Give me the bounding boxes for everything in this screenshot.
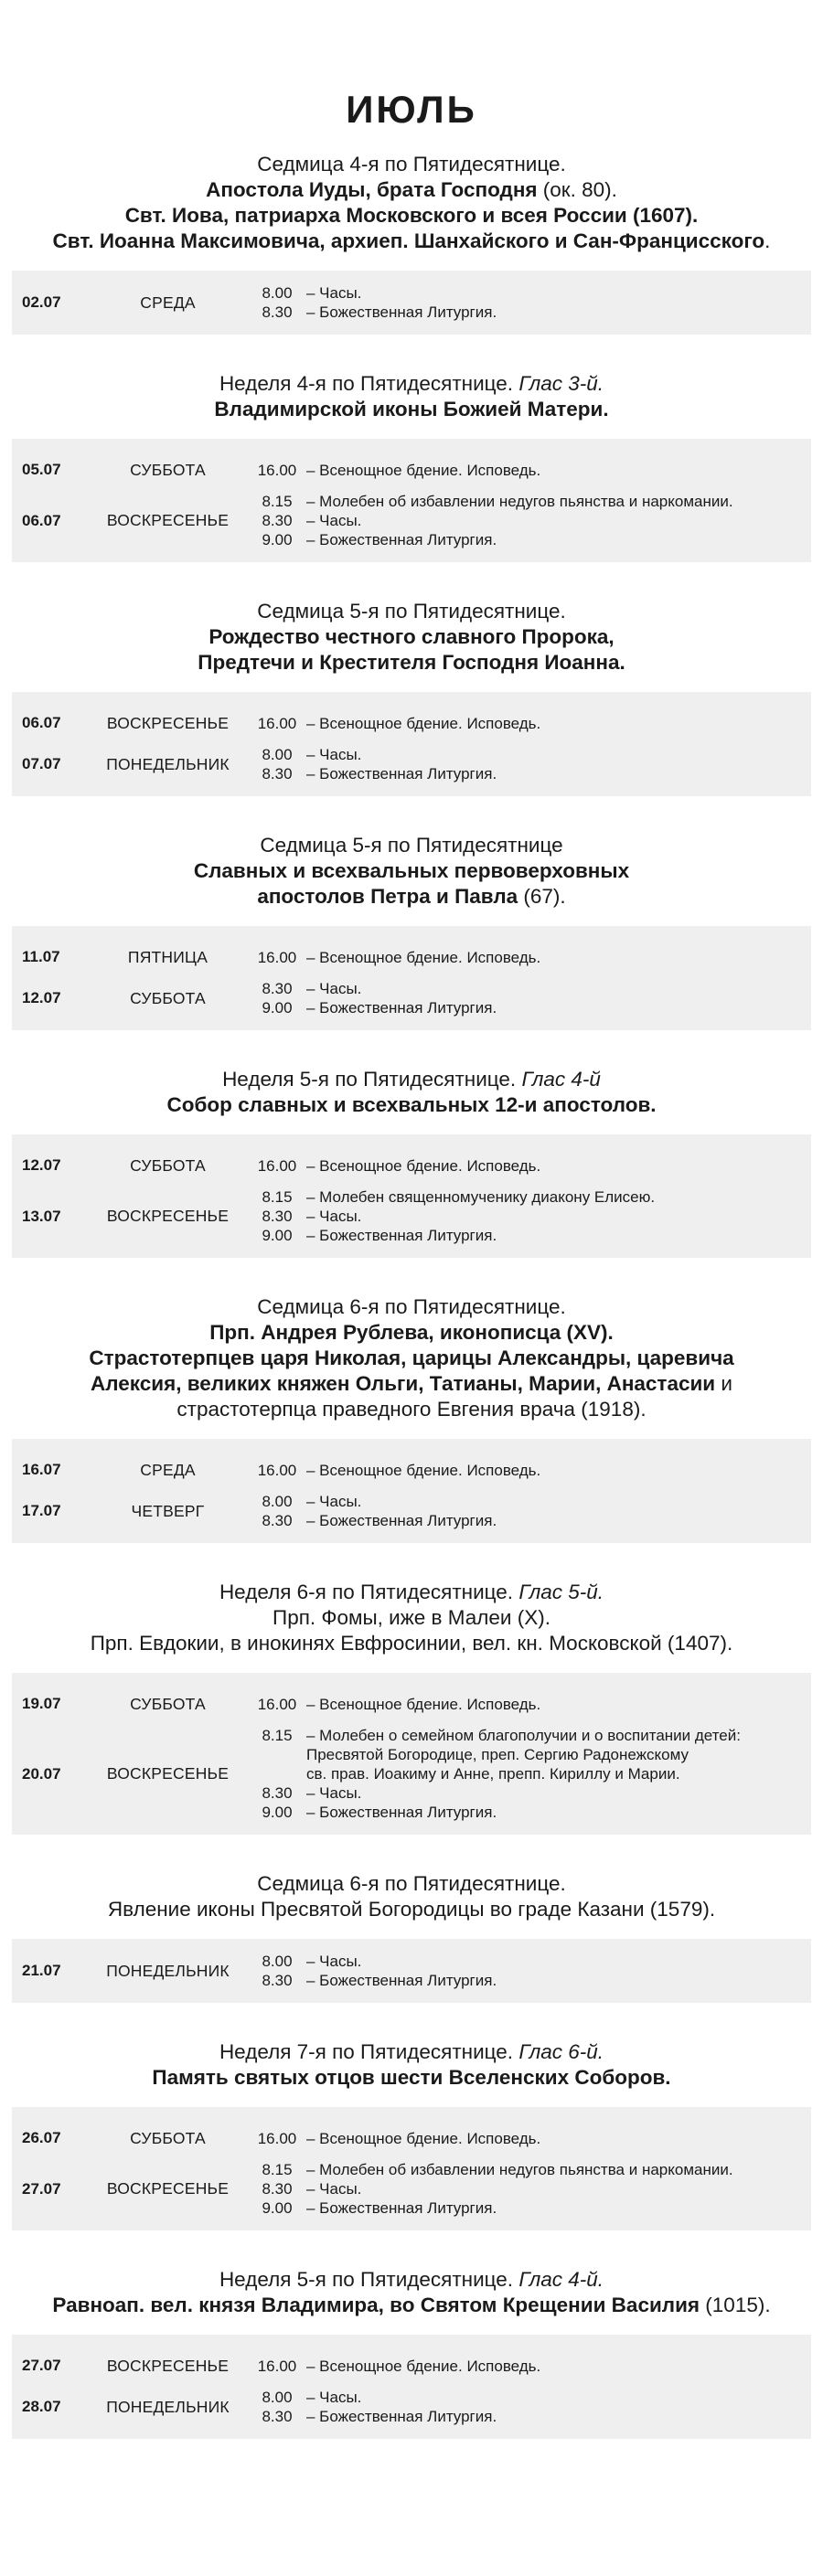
service-time: 8.30 <box>262 512 293 529</box>
service-item <box>251 2179 811 2198</box>
weekday-cell: ВОСКРЕСЕНЬЕ <box>106 713 230 732</box>
date-cell: 11.07 <box>22 948 60 965</box>
weekday-cell: СУББОТА <box>130 460 206 479</box>
date-cell: 12.07 <box>22 989 61 1006</box>
heading-line <box>16 1397 807 1422</box>
service-time: 16.00 <box>257 1461 297 1479</box>
service-item <box>251 714 811 733</box>
service-desc: – Всенощное бдение. Исповедь. <box>306 1156 541 1175</box>
heading-line <box>16 1294 807 1320</box>
day-row <box>12 2388 811 2426</box>
services-list <box>239 1492 811 1530</box>
feast-name: Апостола Иуды, брата Господня <box>206 178 538 201</box>
services-list <box>239 1187 811 1245</box>
service-time: 16.00 <box>257 714 297 732</box>
day-row <box>12 2347 811 2384</box>
service-item <box>251 1207 811 1226</box>
heading-text: Седмица 6-я по Пятидесятнице. <box>257 1872 566 1895</box>
tone-label: Глас 5-й. <box>518 1581 604 1603</box>
services-list <box>239 948 811 967</box>
day-row <box>12 452 811 488</box>
heading-line <box>16 152 807 177</box>
service-time: 16.00 <box>257 2129 297 2147</box>
service-desc: – Часы. <box>306 2180 362 2198</box>
heading-line <box>16 177 807 203</box>
services-list <box>239 1461 811 1480</box>
service-desc: – Молебен о семейном благополучии и о воспитании детей: Пресвятой Богородице, преп. Сергию Радонежскому св. прав. Иоакиму и Анне, препп. Кириллу и Марии. <box>306 1727 741 1783</box>
heading-text: Неделя 6-я по Пятидесятнице. <box>219 1581 519 1603</box>
weekday-cell: ЧЕТВЕРГ <box>131 1501 205 1520</box>
service-desc: – Божественная Литургия. <box>306 1227 497 1244</box>
service-time: 8.15 <box>262 2161 293 2178</box>
services-list <box>239 1156 811 1176</box>
services-list <box>239 2388 811 2426</box>
feast-name: Собор славных и всехвальных 12-и апостолов. <box>166 1093 657 1116</box>
service-time: 16.00 <box>257 2357 297 2375</box>
date-cell: 02.07 <box>22 293 61 311</box>
service-desc: – Всенощное бдение. Исповедь. <box>306 948 541 966</box>
services-table <box>12 1939 811 2003</box>
heading-line <box>16 229 807 254</box>
weekday-cell: ВОСКРЕСЕНЬЕ <box>106 1207 230 1225</box>
service-item <box>251 2198 811 2218</box>
heading-line <box>16 599 807 624</box>
heading-line <box>16 858 807 884</box>
heading-line <box>16 833 807 858</box>
weekday-cell: СУББОТА <box>130 1155 206 1175</box>
date-cell: 13.07 <box>22 1207 61 1225</box>
tone-label: Глас 6-й. <box>518 2040 604 2063</box>
service-desc: – Часы. <box>306 1953 362 1970</box>
feast-name: Равноап. вел. князя Владимира, во Святом Крещении Василия <box>52 2294 700 2316</box>
week-section <box>0 599 823 796</box>
day-row <box>12 283 811 322</box>
service-desc: – Всенощное бдение. Исповедь. <box>306 2129 541 2147</box>
date-cell: 12.07 <box>22 1156 61 1174</box>
feast-name: Свт. Иова, патриарха Московского и всея России (1607). <box>124 204 699 227</box>
service-item <box>251 461 811 480</box>
week-section <box>0 2267 823 2439</box>
day-row <box>12 1686 811 1722</box>
service-time: 9.00 <box>262 2199 293 2217</box>
service-time: 8.00 <box>262 2389 293 2406</box>
service-time: 16.00 <box>257 948 297 966</box>
service-desc: – Всенощное бдение. Исповедь. <box>306 461 541 479</box>
feast-name: Предтечи и Крестителя Господня Иоанна. <box>198 651 625 674</box>
service-time: 8.00 <box>262 1493 293 1510</box>
service-item <box>251 511 811 530</box>
services-list <box>239 2357 811 2376</box>
heading-text: Седмица 4-я по Пятидесятнице. <box>257 153 566 176</box>
weekday-cell: СУББОТА <box>130 2128 206 2147</box>
service-item <box>251 764 811 783</box>
service-time: 8.15 <box>262 493 293 510</box>
service-item <box>251 1695 811 1714</box>
day-row <box>12 745 811 783</box>
heading-line <box>16 1605 807 1631</box>
date-cell: 06.07 <box>22 511 61 529</box>
service-desc: – Всенощное бдение. Исповедь. <box>306 1695 541 1713</box>
feast-name: Свт. Иоанна Максимовича, архиеп. Шанхайского и Сан-Францисского <box>52 229 765 252</box>
heading-line <box>16 1871 807 1897</box>
services-table <box>12 926 811 1030</box>
service-desc: – Часы. <box>306 980 362 997</box>
service-desc: – Божественная Литургия. <box>306 1972 497 1989</box>
service-desc: – Всенощное бдение. Исповедь. <box>306 714 541 732</box>
feast-name: Рождество честного славного Пророка, <box>208 625 615 648</box>
service-item <box>251 2407 811 2426</box>
date-cell: 26.07 <box>22 2129 61 2146</box>
week-section <box>0 833 823 1030</box>
service-desc: – Часы. <box>306 1208 362 1225</box>
section-heading <box>0 152 823 254</box>
heading-text: (67). <box>518 885 566 908</box>
feast-name: Прп. Андрея Рублева, иконописца (XV). <box>209 1321 614 1344</box>
service-item <box>251 283 811 303</box>
heading-line <box>16 624 807 650</box>
service-desc: – Божественная Литургия. <box>306 531 497 548</box>
date-cell: 07.07 <box>22 755 61 772</box>
day-row <box>12 2120 811 2156</box>
date-cell: 19.07 <box>22 1695 61 1712</box>
heading-text: Седмица 5-я по Пятидесятнице. <box>257 600 566 623</box>
service-time: 8.30 <box>262 2408 293 2425</box>
heading-text: Неделя 5-я по Пятидесятнице. <box>222 1068 522 1091</box>
heading-line <box>16 397 807 422</box>
day-row <box>12 1952 811 1990</box>
service-item <box>251 1511 811 1530</box>
section-heading <box>0 833 823 910</box>
services-list <box>239 283 811 322</box>
service-desc: – Часы. <box>306 746 362 763</box>
heading-line <box>16 1346 807 1371</box>
service-time: 8.00 <box>262 284 293 302</box>
services-list <box>239 1726 811 1822</box>
service-item <box>251 2129 811 2148</box>
day-row <box>12 939 811 975</box>
feast-name: Алексия, великих княжен Ольги, Татианы, Марии, Анастасии <box>91 1372 716 1395</box>
day-row <box>12 492 811 549</box>
weekday-cell: СРЕДА <box>140 1460 196 1479</box>
service-time: 9.00 <box>262 1804 293 1821</box>
services-table <box>12 2107 811 2230</box>
heading-text: Явление иконы Пресвятой Богородицы во граде Казани (1579). <box>107 1898 716 1921</box>
week-section <box>0 371 823 562</box>
services-table <box>12 1673 811 1835</box>
services-list <box>239 745 811 783</box>
service-desc: – Молебен об избавлении недугов пьянства и наркомании. <box>306 2161 733 2178</box>
services-table <box>12 692 811 796</box>
service-desc: – Всенощное бдение. Исповедь. <box>306 2357 541 2375</box>
service-item <box>251 745 811 764</box>
heading-line <box>16 884 807 910</box>
heading-line <box>16 650 807 676</box>
date-cell: 28.07 <box>22 2398 61 2415</box>
week-section <box>0 152 823 335</box>
day-row <box>12 1726 811 1822</box>
weekday-cell: ВОСКРЕСЕНЬЕ <box>106 2356 230 2375</box>
section-heading <box>0 2039 823 2091</box>
heading-text: Прп. Евдокии, в инокинях Евфросинии, вел. кн. Московской (1407). <box>90 1632 733 1655</box>
day-row <box>12 979 811 1017</box>
day-row <box>12 705 811 741</box>
tone-label: Глас 4-й. <box>518 2268 604 2291</box>
heading-line <box>16 2293 807 2318</box>
service-item <box>251 1783 811 1803</box>
service-time: 8.30 <box>262 2180 293 2198</box>
heading-text: . <box>764 229 771 252</box>
services-list <box>239 1952 811 1990</box>
heading-text: (ок. 80). <box>537 178 617 201</box>
weekday-cell: ПЯТНИЦА <box>127 947 208 966</box>
service-time: 9.00 <box>262 1227 293 1244</box>
heading-text: и <box>715 1372 732 1395</box>
service-time: 9.00 <box>262 531 293 548</box>
services-list <box>239 2160 811 2218</box>
service-desc: – Часы. <box>306 1493 362 1510</box>
heading-line <box>16 1580 807 1605</box>
heading-line <box>16 203 807 229</box>
feast-name: Страстотерпцев царя Николая, царицы Александры, царевича <box>89 1347 734 1369</box>
heading-line <box>16 2267 807 2293</box>
service-desc: – Божественная Литургия. <box>306 2199 497 2217</box>
weekday-cell: ВОСКРЕСЕНЬЕ <box>106 2179 230 2198</box>
services-table <box>12 439 811 562</box>
heading-line <box>16 1067 807 1092</box>
section-heading <box>0 1294 823 1422</box>
week-section <box>0 1871 823 2003</box>
heading-line <box>16 371 807 397</box>
service-item <box>251 530 811 549</box>
services-list <box>239 461 811 480</box>
service-time: 8.30 <box>262 1512 293 1529</box>
section-heading <box>0 1067 823 1118</box>
heading-line <box>16 1092 807 1118</box>
service-item <box>251 1726 811 1783</box>
service-item <box>251 2160 811 2179</box>
service-desc: – Божественная Литургия. <box>306 999 497 1017</box>
service-item <box>251 1187 811 1207</box>
service-desc: – Часы. <box>306 512 362 529</box>
service-item <box>251 492 811 511</box>
weekday-cell: ПОНЕДЕЛЬНИК <box>106 754 230 773</box>
service-desc: – Часы. <box>306 1784 362 1802</box>
date-cell: 05.07 <box>22 461 61 478</box>
section-heading <box>0 1580 823 1656</box>
services-table <box>12 1439 811 1543</box>
feast-name: апостолов Петра и Павла <box>257 885 518 908</box>
service-desc: – Молебен об избавлении недугов пьянства и наркомании. <box>306 493 733 510</box>
service-item <box>251 1492 811 1511</box>
service-item <box>251 2357 811 2376</box>
service-time: 8.30 <box>262 765 293 782</box>
day-row <box>12 1187 811 1245</box>
services-table <box>12 271 811 335</box>
service-item <box>251 948 811 967</box>
section-heading <box>0 371 823 422</box>
services-list <box>239 2129 811 2148</box>
day-row <box>12 1452 811 1488</box>
date-cell: 20.07 <box>22 1764 61 1783</box>
heading-line <box>16 1631 807 1656</box>
service-desc: – Часы. <box>306 284 362 302</box>
day-row <box>12 1492 811 1530</box>
sections-container <box>0 152 823 2439</box>
service-time: 16.00 <box>257 1156 297 1175</box>
tone-label: Глас 3-й. <box>518 372 604 395</box>
service-item <box>251 979 811 998</box>
services-list <box>239 492 811 549</box>
heading-text: (1015). <box>700 2294 771 2316</box>
service-time: 8.30 <box>262 1208 293 1225</box>
service-desc: – Молебен священномученику диакону Елисею. <box>306 1188 656 1206</box>
service-time: 8.15 <box>262 1727 293 1744</box>
service-desc: – Божественная Литургия. <box>306 1512 497 1529</box>
week-section <box>0 2039 823 2230</box>
heading-line <box>16 2039 807 2065</box>
heading-line <box>16 1371 807 1397</box>
week-section <box>0 1580 823 1835</box>
page-title: ИЮЛЬ <box>346 88 477 131</box>
date-cell: 06.07 <box>22 714 61 731</box>
service-item <box>251 1803 811 1822</box>
service-desc: – Всенощное бдение. Исповедь. <box>306 1461 541 1479</box>
section-heading <box>0 599 823 676</box>
service-item <box>251 303 811 322</box>
feast-name: Память святых отцов шести Вселенских Соборов. <box>152 2066 671 2089</box>
service-desc: – Часы. <box>306 2389 362 2406</box>
service-desc: – Божественная Литургия. <box>306 765 497 782</box>
service-item <box>251 1461 811 1480</box>
service-desc: – Божественная Литургия. <box>306 2408 497 2425</box>
service-item <box>251 1226 811 1245</box>
service-item <box>251 2388 811 2407</box>
services-table <box>12 2335 811 2439</box>
service-time: 8.30 <box>262 1972 293 1989</box>
service-time: 8.30 <box>262 1784 293 1802</box>
services-list <box>239 1695 811 1714</box>
services-list <box>239 979 811 1017</box>
heading-text: Неделя 7-я по Пятидесятнице. <box>219 2040 519 2063</box>
weekday-cell: СУББОТА <box>130 1694 206 1713</box>
feast-name: Владимирской иконы Божией Матери. <box>214 398 609 420</box>
week-section <box>0 1294 823 1543</box>
service-item <box>251 1971 811 1990</box>
service-desc: – Божественная Литургия. <box>306 1804 497 1821</box>
heading-text: Неделя 4-я по Пятидесятнице. <box>219 372 519 395</box>
service-item <box>251 1156 811 1176</box>
service-time: 9.00 <box>262 999 293 1017</box>
date-cell: 27.07 <box>22 2179 61 2198</box>
heading-text: Седмица 6-я по Пятидесятнице. <box>257 1295 566 1318</box>
service-item <box>251 1952 811 1971</box>
weekday-cell: ВОСКРЕСЕНЬЕ <box>106 1764 230 1783</box>
tone-label: Глас 4-й <box>521 1068 601 1091</box>
heading-line <box>16 2065 807 2091</box>
service-time: 8.00 <box>262 1953 293 1970</box>
service-time: 8.00 <box>262 746 293 763</box>
service-time: 16.00 <box>257 1695 297 1713</box>
date-cell: 21.07 <box>22 1962 61 1979</box>
services-table <box>12 1134 811 1258</box>
weekday-cell: СУББОТА <box>130 988 206 1007</box>
service-item <box>251 998 811 1017</box>
service-time: 8.30 <box>262 980 293 997</box>
service-time: 8.15 <box>262 1188 293 1206</box>
service-time: 16.00 <box>257 461 297 479</box>
heading-text: Неделя 5-я по Пятидесятнице. <box>219 2268 519 2291</box>
service-desc: – Божественная Литургия. <box>306 303 497 321</box>
heading-line <box>16 1897 807 1922</box>
section-heading <box>0 2267 823 2318</box>
weekday-cell: СРЕДА <box>140 293 196 312</box>
day-row <box>12 1147 811 1184</box>
week-section <box>0 1067 823 1258</box>
heading-text: Седмица 5-я по Пятидесятнице <box>260 834 563 857</box>
heading-text: страстотерпца праведного Евгения врача (1918). <box>176 1398 647 1421</box>
weekday-cell: ПОНЕДЕЛЬНИК <box>106 2397 230 2416</box>
date-cell: 17.07 <box>22 1502 61 1519</box>
date-cell: 27.07 <box>22 2357 61 2374</box>
weekday-cell: ВОСКРЕСЕНЬЕ <box>106 511 230 529</box>
heading-line <box>16 1320 807 1346</box>
date-cell: 16.07 <box>22 1461 61 1478</box>
heading-text: Прп. Фомы, иже в Малеи (X). <box>273 1606 550 1629</box>
section-heading <box>0 1871 823 1922</box>
day-row <box>12 2160 811 2218</box>
services-list <box>239 714 811 733</box>
service-time: 8.30 <box>262 303 293 321</box>
feast-name: Славных и всехвальных первоверховных <box>193 859 630 882</box>
weekday-cell: ПОНЕДЕЛЬНИК <box>106 1961 230 1980</box>
